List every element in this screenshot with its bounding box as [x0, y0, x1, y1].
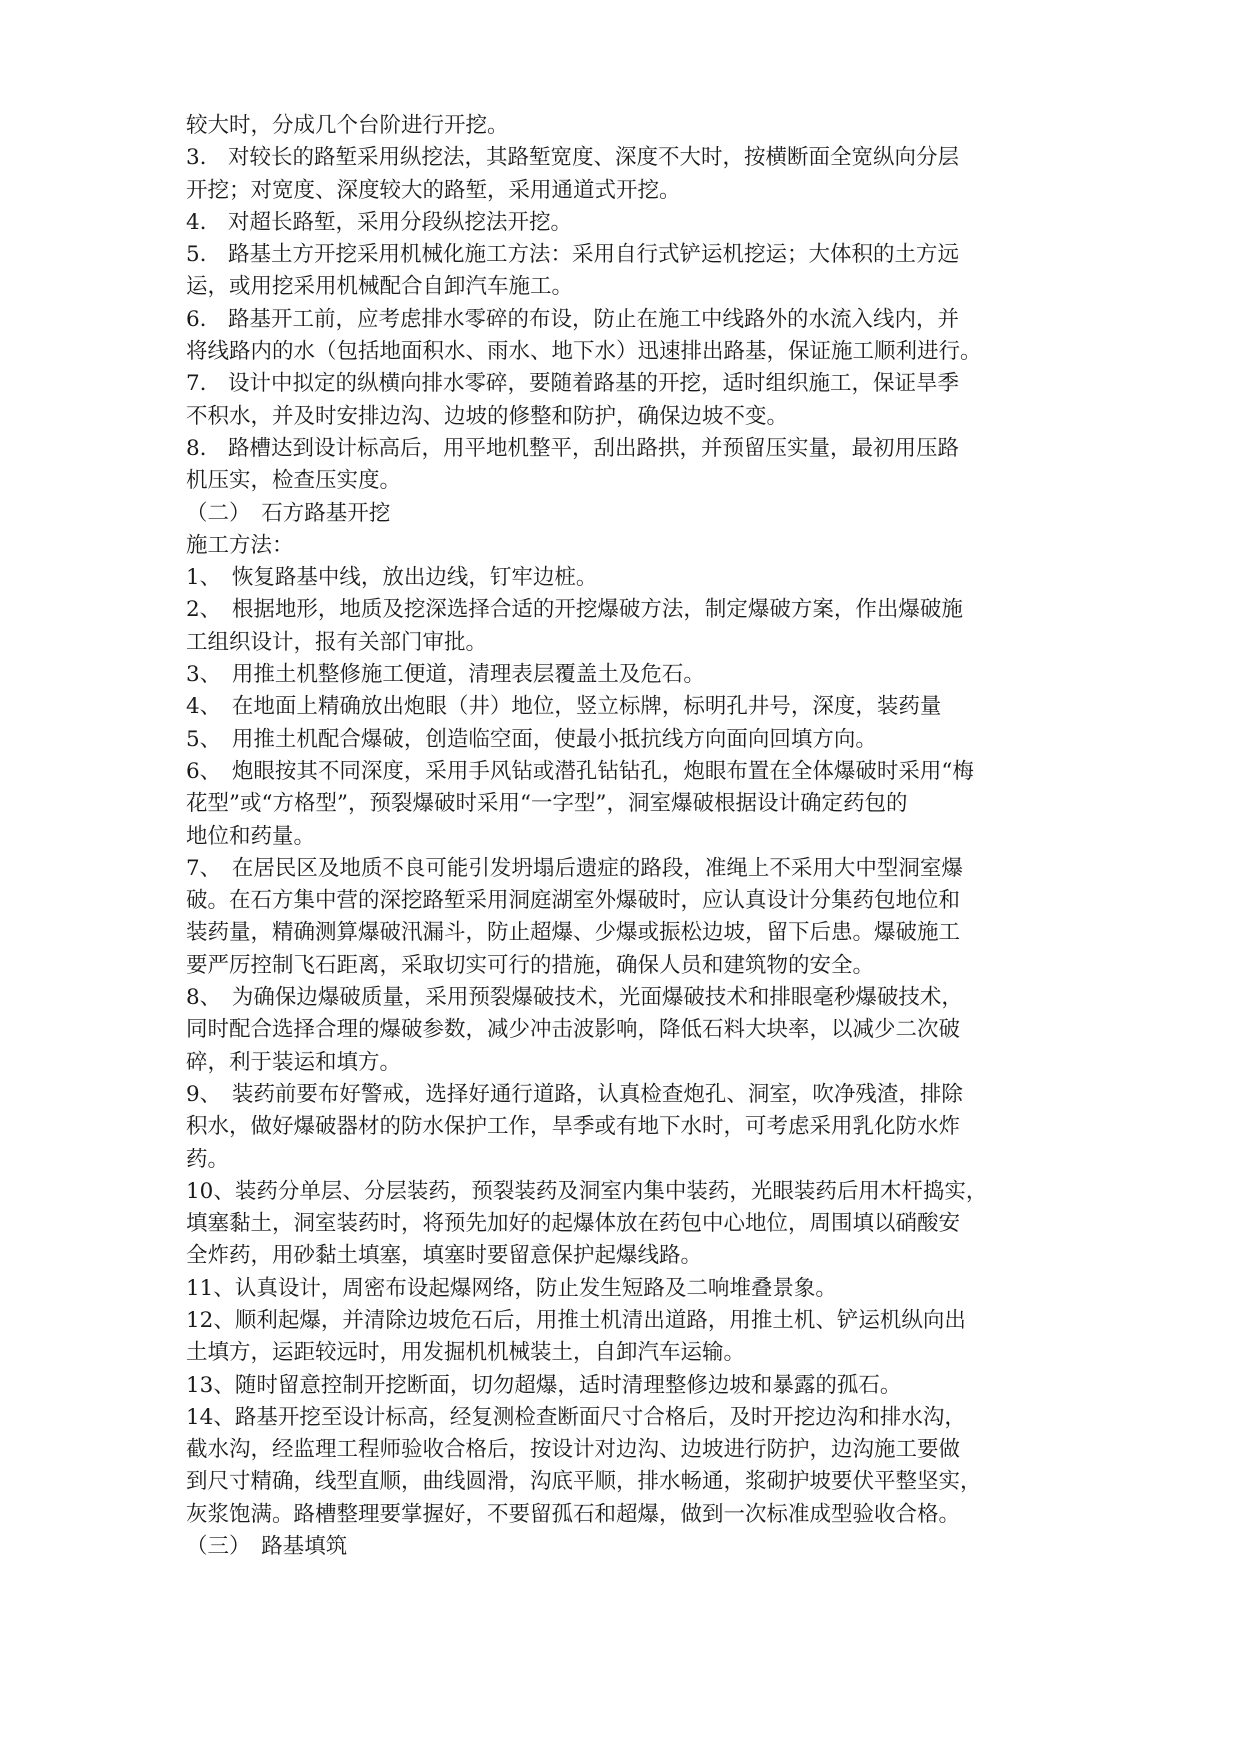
text-line: 5、 用推土机配合爆破，创造临空面，使最小抵抗线方向面向回填方向。	[186, 726, 877, 752]
text-line: 10、装药分单层、分层装药，预裂装药及洞室内集中装药，光眼装药后用木杆捣实，	[186, 1178, 988, 1204]
text-line: 施工方法：	[186, 532, 294, 558]
text-line: 4. 对超长路堑，采用分段纵挖法开挖。	[186, 209, 573, 235]
text-line: （二） 石方路基开挖	[186, 500, 391, 526]
text-line: 截水沟，经监理工程师验收合格后，按设计对边沟、边坡进行防护，边沟施工要做	[186, 1437, 961, 1463]
text-line: 药。	[186, 1146, 230, 1172]
text-line: 将线路内的水（包括地面积水、雨水、地下水）迅速排出路基，保证施工顺利进行。	[186, 339, 982, 365]
text-line: 要严厉控制飞石距离，采取切实可行的措施，确保人员和建筑物的安全。	[186, 952, 875, 978]
text-line: 装药量，精确测算爆破汛漏斗，防止超爆、少爆或振松边坡，留下后患。爆破施工	[186, 920, 961, 946]
text-line: 7、 在居民区及地质不良可能引发坍塌后遗症的路段，准绳上不采用大中型洞室爆	[186, 855, 963, 881]
document-body	[186, 110, 1086, 1563]
text-line: 3、 用推土机整修施工便道，清理表层覆盖土及危石。	[186, 662, 705, 688]
text-line: 6、 炮眼按其不同深度，采用手风钻或潜孔钻钻孔，炮眼布置在全体爆破时采用“梅	[186, 758, 974, 784]
text-line: 3. 对较长的路堑采用纵挖法，其路堑宽度、深度不大时，按横断面全宽纵向分层	[186, 145, 960, 171]
text-line: 机压实，检查压实度。	[186, 468, 402, 494]
text-line: 全炸药，用砂黏土填塞，填塞时要留意保护起爆线路。	[186, 1243, 703, 1269]
text-line: 地位和药量。	[186, 823, 316, 849]
text-line: 破。在石方集中营的深挖路堑采用洞庭湖室外爆破时，应认真设计分集药包地位和	[186, 888, 961, 914]
text-line: 2、 根据地形，地质及挖深选择合适的开挖爆破方法，制定爆破方案，作出爆破施	[186, 597, 963, 623]
text-line: 到尺寸精确，线型直顺，曲线圆滑，沟底平顺，排水畅通，浆砌护坡要伏平整坚实，	[186, 1469, 982, 1495]
text-line: 4、 在地面上精确放出炮眼（井）地位，竖立标牌，标明孔井号，深度，装药量	[186, 694, 942, 720]
text-line: 8、 为确保边爆破质量，采用预裂爆破技术，光面爆破技术和排眼毫秒爆破技术，	[186, 985, 963, 1011]
text-line: 工组织设计，报有关部门审批。	[186, 629, 488, 655]
text-line: 灰浆饱满。路槽整理要掌握好，不要留孤石和超爆，做到一次标准成型验收合格。	[186, 1501, 961, 1527]
text-line: 11、认真设计，周密布设起爆网络，防止发生短路及二响堆叠景象。	[186, 1275, 837, 1301]
text-line: 14、路基开挖至设计标高，经复测检查断面尺寸合格后，及时开挖边沟和排水沟，	[186, 1404, 966, 1430]
text-line: 1、 恢复路基中线，放出边线，钉牢边桩。	[186, 565, 598, 591]
text-line: 开挖；对宽度、深度较大的路堑，采用通道式开挖。	[186, 177, 681, 203]
text-line: 不积水，并及时安排边沟、边坡的修整和防护，确保边坡不变。	[186, 403, 789, 429]
text-line: 13、随时留意控制开挖断面，切勿超爆，适时清理整修边坡和暴露的孤石。	[186, 1372, 902, 1398]
text-line: 碎，利于装运和填方。	[186, 1049, 402, 1075]
text-line: 运，或用挖采用机械配合自卸汽车施工。	[186, 274, 574, 300]
text-line: 填塞黏土，洞室装药时，将预先加好的起爆体放在药包中心地位，周围填以硝酸安	[186, 1211, 961, 1237]
text-line: 5. 路基土方开挖采用机械化施工方法：采用自行式铲运机挖运；大体积的土方远	[186, 242, 960, 268]
text-line: 积水，做好爆破器材的防水保护工作，旱季或有地下水时，可考虑采用乳化防水炸	[186, 1114, 961, 1140]
text-line: 同时配合选择合理的爆破参数，减少冲击波影响，降低石料大块率，以减少二次破	[186, 1017, 961, 1043]
text-line: 8. 路槽达到设计标高后，用平地机整平，刮出路拱，并预留压实量，最初用压路	[186, 435, 960, 461]
text-line: （三） 路基填筑	[186, 1534, 348, 1560]
text-line: 9、 装药前要布好警戒，选择好通行道路，认真检查炮孔、洞室，吹净残渣，排除	[186, 1081, 963, 1107]
text-line: 较大时，分成几个台阶进行开挖。	[186, 113, 509, 138]
text-line: 花型”或“方格型”，预裂爆破时采用“一字型”，洞室爆破根据设计确定药包的	[186, 791, 908, 817]
text-line: 7. 设计中拟定的纵横向排水零碎，要随着路基的开挖，适时组织施工，保证旱季	[186, 371, 960, 397]
text-line: 12、顺利起爆，并清除边坡危石后，用推土机清出道路，用推土机、铲运机纵向出	[186, 1307, 966, 1333]
text-line: 土填方，运距较远时，用发掘机机械装土，自卸汽车运输。	[186, 1340, 746, 1366]
text-line: 6. 路基开工前，应考虑排水零碎的布设，防止在施工中线路外的水流入线内，并	[186, 306, 960, 332]
